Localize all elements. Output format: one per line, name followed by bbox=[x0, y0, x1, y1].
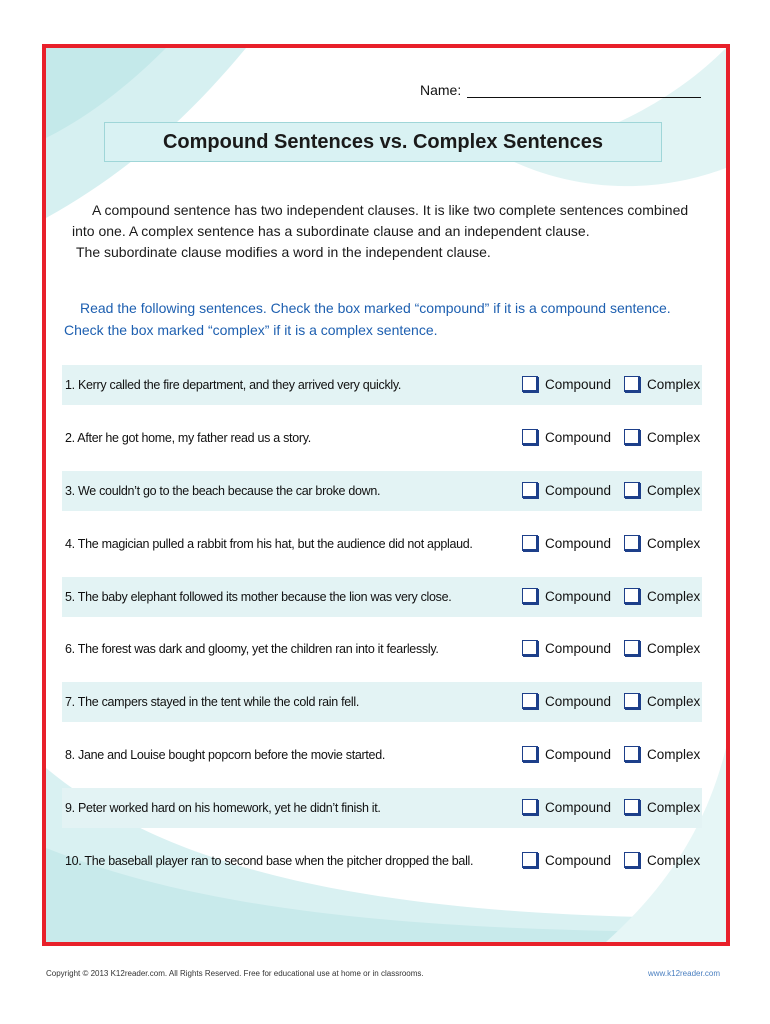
compound-label: Compound bbox=[545, 641, 612, 657]
complex-checkbox[interactable] bbox=[624, 482, 640, 498]
sentence-list bbox=[62, 365, 702, 894]
compound-label: Compound bbox=[545, 429, 612, 445]
complex-label: Complex bbox=[647, 377, 701, 392]
compound-option[interactable] bbox=[522, 535, 611, 553]
page-title: Compound Sentences vs. Complex Sentences bbox=[104, 122, 662, 162]
sentence-text: 5. The baby elephant followed its mother because the lion was very close. bbox=[65, 589, 452, 604]
complex-option[interactable] bbox=[624, 640, 700, 658]
complex-label: Complex bbox=[647, 800, 701, 816]
name-label: Name: bbox=[420, 82, 462, 98]
complex-label: Complex bbox=[647, 429, 701, 445]
compound-label: Compound bbox=[545, 482, 612, 498]
complex-label: Complex bbox=[647, 694, 701, 710]
sentence-row bbox=[62, 577, 702, 617]
sentence-text: 1. Kerry called the fire department, and they arrived very quickly. bbox=[65, 378, 402, 392]
compound-checkbox[interactable] bbox=[522, 429, 538, 445]
compound-checkbox[interactable] bbox=[522, 799, 538, 815]
compound-label: Compound bbox=[545, 588, 612, 604]
complex-option[interactable] bbox=[624, 588, 700, 606]
instructions bbox=[64, 297, 714, 341]
complex-option[interactable] bbox=[624, 746, 700, 764]
compound-label: Compound bbox=[545, 800, 612, 816]
compound-label: Compound bbox=[545, 747, 612, 763]
compound-option[interactable] bbox=[522, 482, 611, 500]
sentence-row bbox=[62, 524, 702, 564]
sentence-row bbox=[62, 788, 702, 828]
sentence-text: 6. The forest was dark and gloomy, yet the children ran into it fearlessly. bbox=[65, 642, 439, 657]
complex-label: Complex bbox=[647, 482, 701, 498]
complex-checkbox[interactable] bbox=[624, 799, 640, 815]
compound-option[interactable] bbox=[522, 640, 611, 658]
sentence-text: 2. After he got home, my father read us a story. bbox=[65, 430, 311, 445]
complex-label: Complex bbox=[647, 747, 701, 763]
sentence-text: 8. Jane and Louise bought popcorn before the movie started. bbox=[65, 748, 386, 763]
complex-label: Complex bbox=[647, 588, 701, 604]
compound-option[interactable] bbox=[522, 693, 611, 711]
complex-option[interactable] bbox=[624, 852, 700, 870]
sentence-row bbox=[62, 471, 702, 511]
complex-option[interactable] bbox=[624, 535, 700, 553]
compound-option[interactable] bbox=[522, 376, 611, 394]
complex-option[interactable] bbox=[624, 429, 700, 447]
sentence-text: 3. We couldn’t go to the beach because the car broke down. bbox=[65, 483, 381, 498]
instructions-line-2: Check the box marked “complex” if it is a complex sentence. bbox=[64, 322, 438, 338]
compound-checkbox[interactable] bbox=[522, 640, 538, 656]
intro-line-3: The subordinate clause modifies a word in the independent clause. bbox=[76, 244, 491, 260]
complex-option[interactable] bbox=[624, 376, 700, 394]
complex-checkbox[interactable] bbox=[624, 588, 640, 604]
compound-option[interactable] bbox=[522, 588, 611, 606]
complex-label: Complex bbox=[647, 641, 701, 657]
compound-checkbox[interactable] bbox=[522, 376, 538, 392]
sentence-text: 9. Peter worked hard on his homework, yet he didn’t finish it. bbox=[65, 801, 381, 816]
compound-checkbox[interactable] bbox=[522, 746, 538, 762]
sentence-row bbox=[62, 629, 702, 669]
compound-checkbox[interactable] bbox=[522, 693, 538, 709]
copyright-text: Copyright © 2013 K12reader.com. All Rights Reserved. Free for educational use at home or in classrooms. bbox=[46, 969, 424, 978]
compound-checkbox[interactable] bbox=[522, 852, 538, 868]
sentence-text: 4. The magician pulled a rabbit from his hat, but the audience did not applaud. bbox=[65, 536, 473, 551]
complex-checkbox[interactable] bbox=[624, 693, 640, 709]
compound-label: Compound bbox=[545, 853, 612, 869]
complex-option[interactable] bbox=[624, 693, 700, 711]
complex-option[interactable] bbox=[624, 482, 700, 500]
compound-option[interactable] bbox=[522, 852, 611, 870]
compound-label: Compound bbox=[545, 377, 612, 392]
compound-checkbox[interactable] bbox=[522, 535, 538, 551]
compound-option[interactable] bbox=[522, 799, 611, 817]
complex-option[interactable] bbox=[624, 799, 700, 817]
complex-label: Complex bbox=[647, 535, 701, 551]
compound-option[interactable] bbox=[522, 746, 611, 764]
website-link[interactable]: www.k12reader.com bbox=[648, 969, 721, 978]
compound-option[interactable] bbox=[522, 429, 611, 447]
sentence-row bbox=[62, 735, 702, 775]
sentence-row bbox=[62, 365, 702, 405]
compound-label: Compound bbox=[545, 694, 612, 710]
instructions-line-1: Read the following sentences. Check the box marked “compound” if it is a compound sentence. bbox=[80, 300, 671, 316]
name-field bbox=[420, 82, 701, 98]
sentence-row bbox=[62, 682, 702, 722]
compound-checkbox[interactable] bbox=[522, 482, 538, 498]
complex-checkbox[interactable] bbox=[624, 640, 640, 656]
complex-checkbox[interactable] bbox=[624, 429, 640, 445]
complex-label: Complex bbox=[647, 853, 701, 869]
intro-line-2: into one. A complex sentence has a subordinate clause and an independent clause. bbox=[72, 223, 590, 239]
compound-label: Compound bbox=[545, 535, 612, 551]
worksheet-frame bbox=[42, 44, 730, 946]
sentence-text: 10. The baseball player ran to second base when the pitcher dropped the ball. bbox=[65, 854, 474, 869]
compound-checkbox[interactable] bbox=[522, 588, 538, 604]
sentence-row bbox=[62, 841, 702, 881]
complex-checkbox[interactable] bbox=[624, 376, 640, 392]
complex-checkbox[interactable] bbox=[624, 746, 640, 762]
sentence-text: 7. The campers stayed in the tent while the cold rain fell. bbox=[65, 695, 360, 710]
intro-paragraph bbox=[72, 200, 712, 263]
sentence-row bbox=[62, 418, 702, 458]
complex-checkbox[interactable] bbox=[624, 852, 640, 868]
complex-checkbox[interactable] bbox=[624, 535, 640, 551]
intro-line-1: A compound sentence has two independent clauses. It is like two complete sentences combined bbox=[92, 202, 689, 218]
name-input-line[interactable] bbox=[467, 83, 701, 98]
